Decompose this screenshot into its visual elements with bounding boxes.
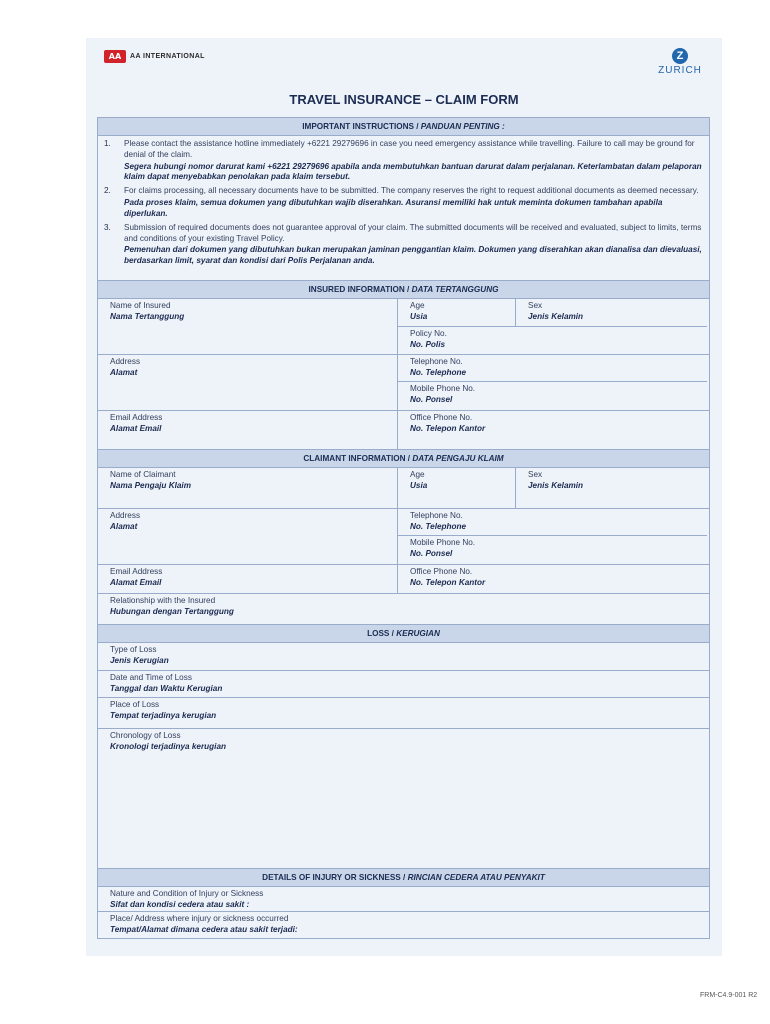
claimant-office-phone-field[interactable] xyxy=(398,565,707,593)
claimant-telephone-label-id: No. Telephone xyxy=(410,521,467,531)
insured-office-phone-field[interactable] xyxy=(398,411,707,449)
instructions-heading-en: IMPORTANT INSTRUCTIONS / xyxy=(302,122,421,131)
loss-chronology-label-id: Kronologi terjadinya kerugian xyxy=(110,741,227,751)
claimant-office-phone-label-id: No. Telepon Kantor xyxy=(410,577,486,587)
claimant-telephone-field[interactable] xyxy=(398,509,707,536)
loss-chronology-field[interactable] xyxy=(98,729,709,868)
insured-address-field[interactable] xyxy=(98,355,398,410)
loss-date-label: Date and Time of Loss xyxy=(110,673,192,683)
injury-place-label-id: Tempat/Alamat dimana cedera atau sakit terjadi: xyxy=(110,924,298,934)
instructions-heading xyxy=(98,118,709,136)
claimant-age-field[interactable] xyxy=(398,468,516,508)
claimant-age-label: Age xyxy=(410,470,425,480)
claimant-heading-id: DATA PENGAJU KLAIM xyxy=(412,454,504,464)
claimant-age-label-id: Usia xyxy=(410,480,428,490)
insured-age-field[interactable] xyxy=(398,299,516,326)
insured-email-field[interactable] xyxy=(98,411,398,449)
insured-address-label-id: Alamat xyxy=(110,367,138,377)
insured-office-phone-label-id: No. Telepon Kantor xyxy=(410,423,486,433)
claimant-name-label: Name of Claimant xyxy=(110,470,176,480)
zurich-logo-text: ZURICH xyxy=(658,65,702,76)
insured-heading xyxy=(98,281,709,299)
instruction-item xyxy=(104,186,703,222)
injury-place-field[interactable] xyxy=(98,912,709,938)
form-code: FRM-C4.9-001 R2 xyxy=(700,992,758,999)
claimant-office-phone-label: Office Phone No. xyxy=(410,567,473,577)
claimant-telephone-label: Telephone No. xyxy=(410,511,463,521)
loss-date-field[interactable] xyxy=(98,671,709,697)
insured-age-label: Age xyxy=(410,301,425,311)
injury-nature-field[interactable] xyxy=(98,887,709,911)
insured-heading-en: INSURED INFORMATION / xyxy=(308,285,412,295)
loss-heading-en: LOSS / xyxy=(367,629,397,639)
insured-address-label: Address xyxy=(110,357,141,367)
insured-sex-label-id: Jenis Kelamin xyxy=(528,311,584,321)
claimant-heading-en: CLAIMANT INFORMATION / xyxy=(303,454,413,464)
insured-name-field[interactable] xyxy=(98,299,398,354)
insured-sex-label: Sex xyxy=(528,301,543,311)
injury-heading xyxy=(98,869,709,887)
insured-telephone-field[interactable] xyxy=(398,355,707,382)
loss-place-label-id: Tempat terjadinya kerugian xyxy=(110,710,217,720)
claimant-mobile-label: Mobile Phone No. xyxy=(410,538,476,548)
insured-policy-field[interactable] xyxy=(398,327,707,354)
insured-telephone-label: Telephone No. xyxy=(410,357,463,367)
injury-nature-label: Nature and Condition of Injury or Sickness xyxy=(110,889,264,899)
loss-heading xyxy=(98,625,709,643)
insured-policy-label: Policy No. xyxy=(410,329,447,339)
injury-nature-label-id: Sifat dan kondisi cedera atau sakit : xyxy=(110,899,250,909)
injury-heading-en: DETAILS OF INJURY OR SICKNESS / xyxy=(262,873,408,883)
form-title: TRAVEL INSURANCE – CLAIM FORM xyxy=(289,92,519,107)
instructions-heading-id: PANDUAN PENTING : xyxy=(420,122,505,131)
insured-heading-id: DATA TERTANGGUNG xyxy=(411,285,499,295)
claimant-relationship-label-id: Hubungan dengan Tertanggung xyxy=(110,606,234,616)
claimant-relationship-label: Relationship with the Insured xyxy=(110,596,216,606)
claimant-address-field[interactable] xyxy=(98,509,398,564)
instruction-item xyxy=(104,223,703,270)
instruction-text-en: Please contact the assistance hotline immediately +6221 29279696 in case you need emergency assistance while travelling. Failure to call may be ground for denial of the claim. xyxy=(124,139,695,159)
loss-chronology-label: Chronology of Loss xyxy=(110,731,181,741)
insured-name-label-id: Nama Tertanggung xyxy=(110,311,185,321)
instruction-number: 3. xyxy=(104,222,111,232)
claimant-heading xyxy=(98,450,709,468)
claimant-email-label: Email Address xyxy=(110,567,163,577)
instructions-list xyxy=(98,136,709,281)
loss-place-field[interactable] xyxy=(98,698,709,728)
insured-mobile-label: Mobile Phone No. xyxy=(410,384,476,394)
claimant-sex-field[interactable] xyxy=(516,468,707,508)
claimant-sex-label: Sex xyxy=(528,470,543,480)
injury-place-label: Place/ Address where injury or sickness occurred xyxy=(110,914,289,924)
claimant-name-label-id: Nama Pengaju Klaim xyxy=(110,480,191,490)
instruction-text-id: Pada proses klaim, semua dokumen yang dibutuhkan wajib diserahkan. Asuransi memiliki hak untuk meminta dokumen tambahan apabila diperlukan. xyxy=(124,198,663,218)
injury-heading-id: RINCIAN CEDERA ATAU PENYAKIT xyxy=(407,873,545,883)
insured-email-label: Email Address xyxy=(110,413,163,423)
instruction-text-en: For claims processing, all necessary documents have to be submitted. The company reserves the right to request additional documents as deemed necessary. xyxy=(124,186,699,196)
insured-policy-label-id: No. Polis xyxy=(410,339,446,349)
loss-heading-id: KERUGIAN xyxy=(396,629,440,639)
insured-office-phone-label: Office Phone No. xyxy=(410,413,473,423)
claimant-name-field[interactable] xyxy=(98,468,398,508)
aa-international-logo xyxy=(104,50,205,63)
zurich-logo xyxy=(650,48,710,76)
insured-name-label: Name of Insured xyxy=(110,301,171,311)
claimant-email-label-id: Alamat Email xyxy=(110,577,162,587)
claim-form xyxy=(97,117,710,939)
insured-mobile-field[interactable] xyxy=(398,382,707,409)
instruction-item xyxy=(104,139,703,186)
loss-date-label-id: Tanggal dan Waktu Kerugian xyxy=(110,683,223,693)
instruction-number: 1. xyxy=(104,139,111,148)
claimant-sex-label-id: Jenis Kelamin xyxy=(528,480,584,490)
instruction-text-en: Submission of required documents does not guarantee approval of your claim. The submitted documents will be received and evaluated, subject to limits, terms and conditions of your existing Travel Policy. xyxy=(124,222,702,243)
claimant-address-label-id: Alamat xyxy=(110,521,138,531)
loss-type-label: Type of Loss xyxy=(110,645,157,655)
insured-age-label-id: Usia xyxy=(410,311,428,321)
insured-mobile-label-id: No. Ponsel xyxy=(410,394,453,404)
insured-email-label-id: Alamat Email xyxy=(110,423,162,433)
claimant-mobile-field[interactable] xyxy=(398,536,707,563)
loss-place-label: Place of Loss xyxy=(110,700,160,710)
aa-logo-text: AA INTERNATIONAL xyxy=(130,53,205,60)
insured-sex-field[interactable] xyxy=(516,299,707,326)
aa-logo-icon: AA xyxy=(104,50,126,63)
claimant-email-field[interactable] xyxy=(98,565,398,593)
claimant-address-label: Address xyxy=(110,511,141,521)
instruction-text-id: Segera hubungi nomor darurat kami +6221 29279696 apabila anda membutuhkan bantuan darurat dalam perjalanan. Keterlambatan dalam pelaporan klaim dapat menyebabkan penolakan pada klaim tersebut. xyxy=(124,161,702,182)
claimant-mobile-label-id: No. Ponsel xyxy=(410,548,453,558)
insured-telephone-label-id: No. Telephone xyxy=(410,367,467,377)
instruction-text-id: Pemenuhan dari dokumen yang dibutuhkan bukan merupakan jaminan penggantian klaim. Dokumen yang diserahkan akan dianalisa dan dievaluasi, berdasarkan limit, syarat dan kondisi dari Polis Perjalanan anda. xyxy=(124,245,702,266)
loss-type-field[interactable] xyxy=(98,643,709,670)
loss-type-label-id: Jenis Kerugian xyxy=(110,655,169,665)
zurich-z-icon: Z xyxy=(672,48,688,64)
claimant-relationship-field[interactable] xyxy=(98,594,709,624)
instruction-number: 2. xyxy=(104,186,111,196)
